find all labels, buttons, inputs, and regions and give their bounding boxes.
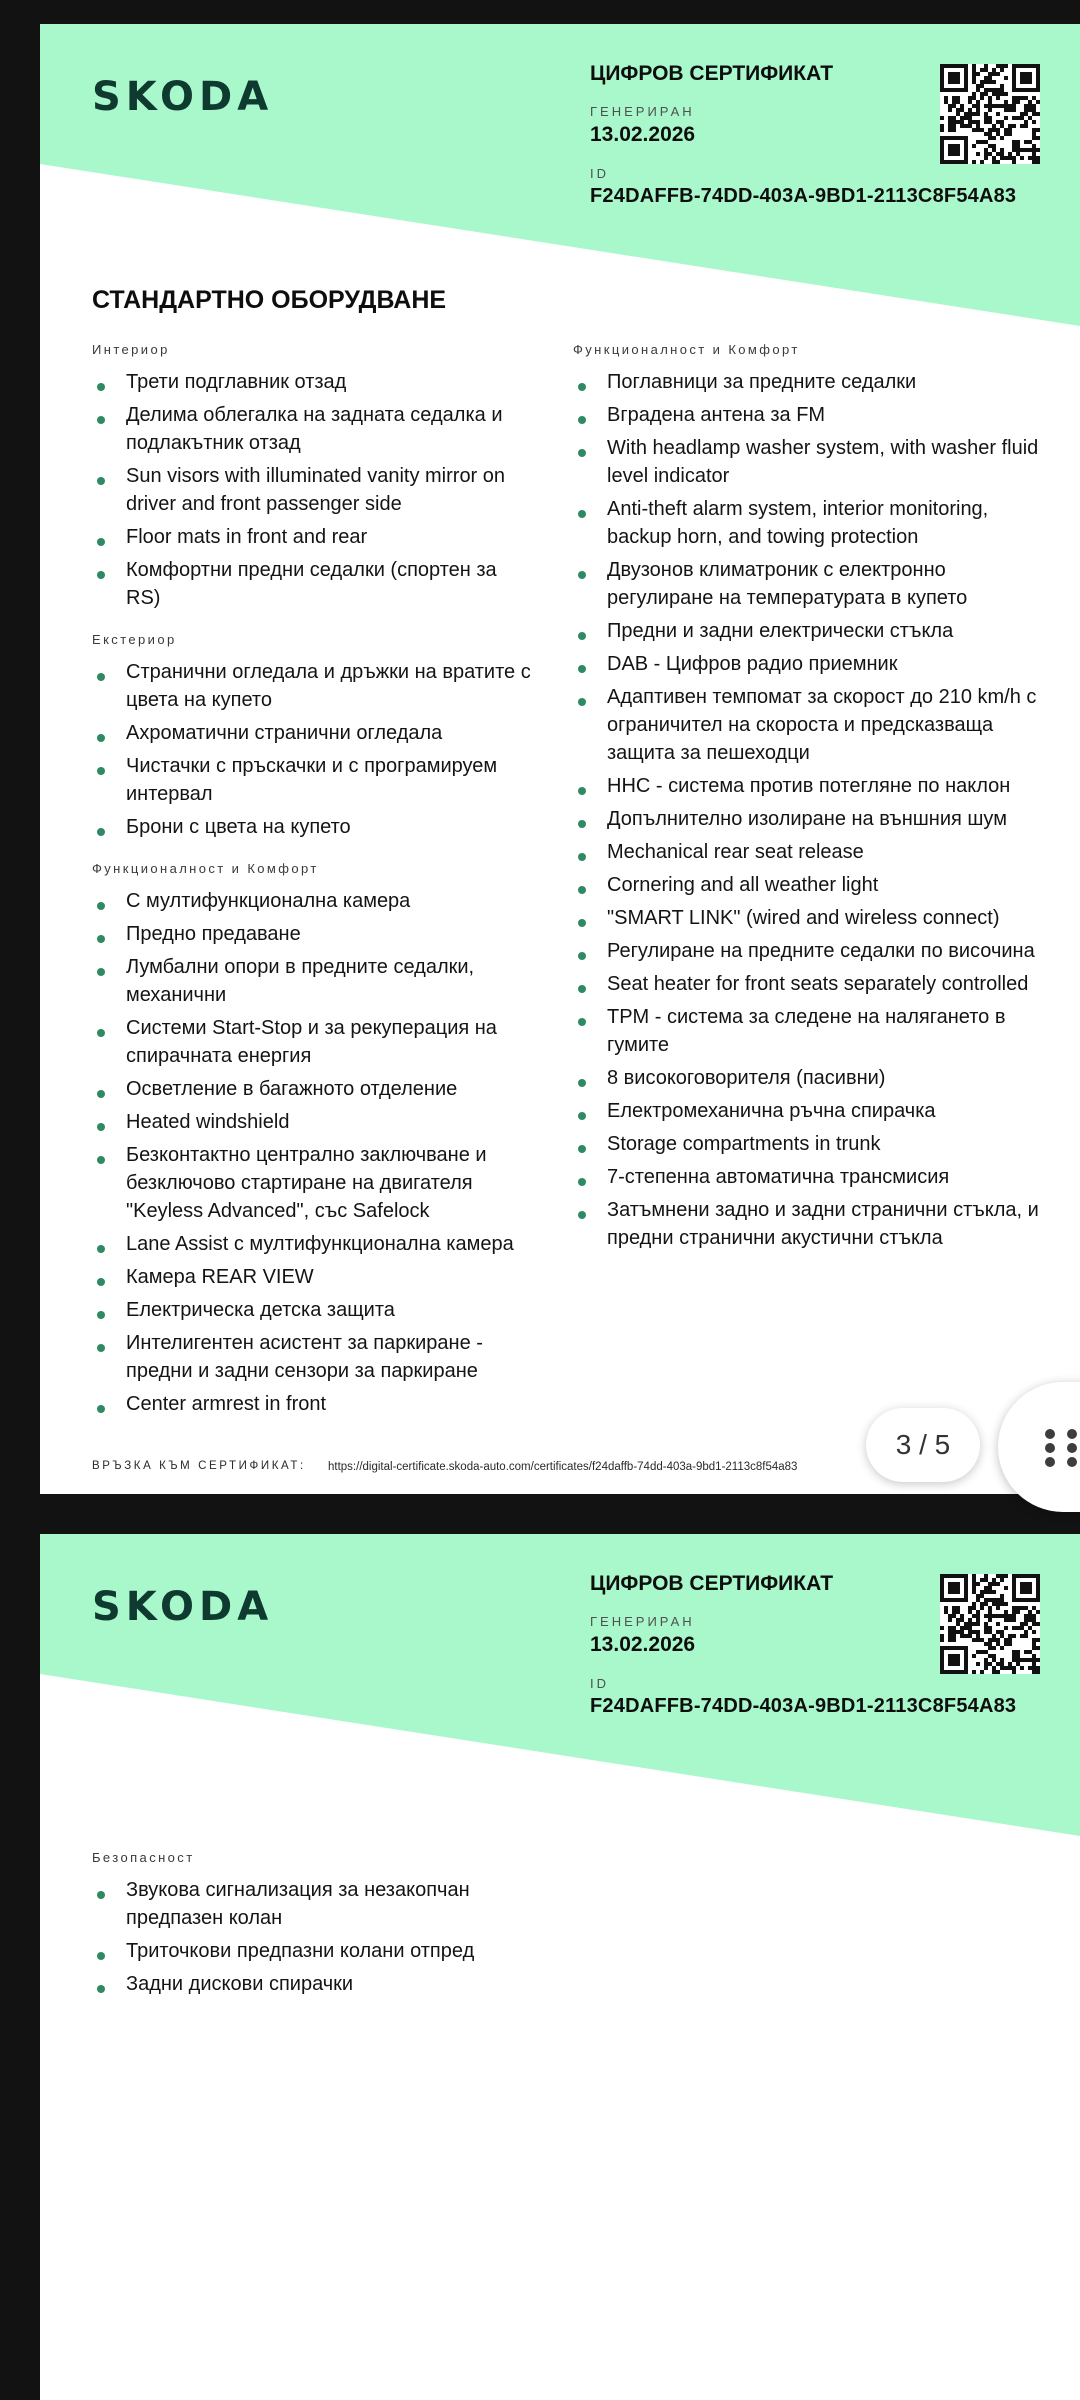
equipment-item: Чистачки с пръскачки и с програмируем интервал (92, 752, 532, 808)
equipment-item: Cornering and all weather light (573, 871, 1043, 899)
equipment-item: Трети подглавник отзад (92, 368, 532, 396)
equipment-item: With headlamp washer system, with washer fluid level indicator (573, 434, 1043, 490)
equipment-item: Вградена антена за FM (573, 401, 1043, 429)
equipment-item: Heated windshield (92, 1108, 532, 1136)
equipment-item: DAB - Цифров радио приемник (573, 650, 1043, 678)
certificate-title: ЦИФРОВ СЕРТИФИКАТ (590, 62, 834, 85)
equipment-item: Брони с цвета на купето (92, 813, 532, 841)
equipment-item: Регулиране на предните седалки по височина (573, 937, 1043, 965)
equipment-item: Звукова сигнализация за незакопчан предпазен колан (92, 1876, 532, 1932)
generated-label: ГЕНЕРИРАН (590, 104, 695, 119)
category-heading: Екстериор (92, 632, 177, 647)
skoda-logo: SKODA (92, 1584, 274, 1630)
equipment-item: Storage compartments in trunk (573, 1130, 1043, 1158)
certificate-id: F24DAFFB-74DD-403A-9BD1-2113C8F54A83 (590, 1695, 1017, 1717)
equipment-item: Затъмнени задно и задни странични стъкла, и предни странични акустични стъкла (573, 1196, 1043, 1252)
equipment-item: Lane Assist с мултифункционална камера (92, 1230, 532, 1258)
equipment-list (92, 658, 532, 841)
certificate-page-4 (40, 1534, 1080, 2400)
equipment-item: Адаптивен темпомат за скорост до 210 km/h с ограничител на скороста и предсказваща защита за пешеходци (573, 683, 1043, 767)
certificate-link[interactable]: https://digital-certificate.skoda-auto.com/certificates/f24daffb-74dd-403a-9bd1-2113c8f54a83 (328, 1461, 798, 1473)
equipment-column-left (92, 342, 532, 1423)
equipment-item: Интелигентен асистент за паркиране - предни и задни сензори за паркиране (92, 1329, 532, 1385)
equipment-item: Предно предаване (92, 920, 532, 948)
certificate-link-label: ВРЪЗКА КЪМ СЕРТИФИКАТ: (92, 1460, 306, 1472)
equipment-column-right (573, 342, 1043, 1257)
equipment-item: Anti-theft alarm system, interior monitoring, backup horn, and towing protection (573, 495, 1043, 551)
equipment-column-left (92, 1850, 532, 2003)
equipment-item: Безконтактно централно заключване и безключово стартиране на двигателя "Keyless Advanced", със Safelock (92, 1141, 532, 1225)
equipment-item: Осветление в багажното отделение (92, 1075, 532, 1103)
equipment-list (92, 887, 532, 1418)
equipment-item: "SMART LINK" (wired and wireless connect) (573, 904, 1043, 932)
generated-date: 13.02.2026 (590, 123, 696, 146)
equipment-item: Лумбални опори в предните седалки, механични (92, 953, 532, 1009)
grid-dots-icon (1042, 1426, 1080, 1470)
equipment-list (92, 1876, 532, 1998)
generated-label: ГЕНЕРИРАН (590, 1614, 695, 1629)
qr-code-icon (940, 1574, 1040, 1674)
equipment-item: Комфортни предни седалки (спортен за RS) (92, 556, 532, 612)
equipment-list (92, 368, 532, 612)
section-title: СТАНДАРТНО ОБОРУДВАНЕ (92, 286, 447, 314)
equipment-item: Електромеханична ръчна спирачка (573, 1097, 1043, 1125)
category-heading: Интериор (92, 342, 170, 357)
equipment-item: Sun visors with illuminated vanity mirror on driver and front passenger side (92, 462, 532, 518)
equipment-item: Двузонов климатроник с електронно регулиране на температурата в купето (573, 556, 1043, 612)
id-label: ID (590, 166, 609, 181)
category-heading: Функционалност и Комфорт (92, 861, 319, 876)
equipment-item: Floor mats in front and rear (92, 523, 532, 551)
equipment-item: TPM - система за следене на налягането в гумите (573, 1003, 1043, 1059)
equipment-item: Електрическа детска защита (92, 1296, 532, 1324)
page-indicator[interactable]: 3 / 5 (866, 1408, 980, 1482)
certificate-title: ЦИФРОВ СЕРТИФИКАТ (590, 1572, 834, 1595)
equipment-item: Триточкови предпазни колани отпред (92, 1937, 532, 1965)
equipment-list (573, 368, 1043, 1252)
equipment-item: 8 високоговорителя (пасивни) (573, 1064, 1043, 1092)
equipment-item: Seat heater for front seats separately controlled (573, 970, 1043, 998)
equipment-item: Делима облегалка на задната седалка и подлакътник отзад (92, 401, 532, 457)
equipment-item: Странични огледала и дръжки на вратите с цвета на купето (92, 658, 532, 714)
equipment-item: 7-степенна автоматична трансмисия (573, 1163, 1043, 1191)
category-heading: Безопасност (92, 1850, 195, 1865)
header-band (40, 1534, 1080, 1854)
equipment-item: Mechanical rear seat release (573, 838, 1043, 866)
qr-code-icon (940, 64, 1040, 164)
generated-date: 13.02.2026 (590, 1633, 696, 1656)
equipment-item: Ахроматични странични огледала (92, 719, 532, 747)
certificate-page-3 (40, 24, 1080, 1494)
equipment-item: Системи Start-Stop и за рекуперация на спирачната енергия (92, 1014, 532, 1070)
skoda-logo: SKODA (92, 74, 274, 120)
equipment-item: Допълнително изолиране на външния шум (573, 805, 1043, 833)
category-heading: Функционалност и Комфорт (573, 342, 800, 357)
id-label: ID (590, 1676, 609, 1691)
equipment-item: Задни дискови спирачки (92, 1970, 532, 1998)
equipment-item: Поглавници за предните седалки (573, 368, 1043, 396)
equipment-item: Center armrest in front (92, 1390, 532, 1418)
certificate-id: F24DAFFB-74DD-403A-9BD1-2113C8F54A83 (590, 185, 1017, 207)
equipment-item: HHC - система против потегляне по наклон (573, 772, 1043, 800)
equipment-item: Предни и задни електрически стъкла (573, 617, 1043, 645)
equipment-item: С мултифункционална камера (92, 887, 532, 915)
equipment-item: Камера REAR VIEW (92, 1263, 532, 1291)
